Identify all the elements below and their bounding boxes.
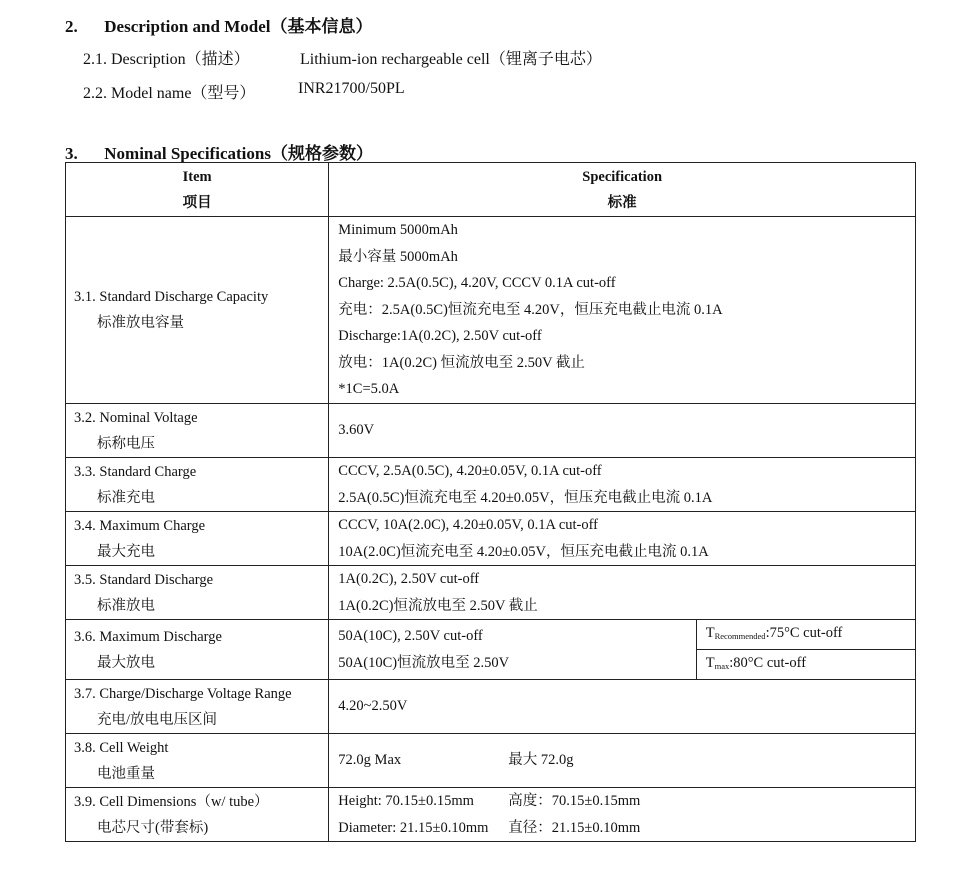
- section-3-title: Nominal Specifications（规格参数）: [104, 144, 373, 163]
- dimension-height: [338, 788, 915, 815]
- row-spec-cell: [329, 404, 916, 458]
- spec-line: Charge: 2.5A(0.5C), 4.20V, CCCV 0.1A cut-off: [338, 275, 616, 292]
- row-item-zh: 最大充电: [97, 543, 155, 560]
- nominal-specifications-table: [65, 162, 916, 842]
- row-spec-cell: [329, 217, 916, 404]
- temp-symbol: T: [705, 625, 715, 641]
- header-item: [66, 163, 329, 217]
- spec-line: 1A(0.2C)恒流放电至 2.50V 截止: [338, 597, 538, 614]
- max-temp-cell: [696, 650, 915, 680]
- row-item-en: 3.2. Nominal Voltage: [74, 409, 198, 426]
- row-item-en: 3.1. Standard Discharge Capacity: [74, 289, 269, 305]
- row-item-cell: [66, 680, 329, 734]
- header-spec-zh: 标准: [607, 194, 637, 211]
- row-spec-cell: [329, 458, 916, 512]
- temp-value: :75°C cut-off: [765, 625, 843, 641]
- row-spec-cell: [329, 734, 916, 788]
- header-spec-en: Specification: [582, 168, 663, 185]
- row-spec-cell: [329, 788, 916, 842]
- header-item-en: Item: [182, 168, 212, 185]
- row-item-cell: [66, 217, 329, 404]
- spec-line: 50A(10C), 2.50V cut-off: [338, 628, 483, 644]
- dimension-diameter: [338, 815, 915, 842]
- row-item-cell: [66, 404, 329, 458]
- row-item-en: 3.8. Cell Weight: [74, 739, 169, 756]
- description-value: Lithium-ion rechargeable cell（锂离子电芯）: [300, 51, 602, 68]
- row-item-zh: 标准放电: [97, 597, 155, 614]
- spec-line: 1A(0.2C), 2.50V cut-off: [338, 571, 480, 587]
- weight-en: 72.0g Max: [338, 752, 402, 769]
- row-item-zh: 电芯尺寸(带套标): [97, 819, 209, 836]
- description-label: 2.1. Description（描述）: [83, 51, 250, 68]
- diameter-en: Diameter: 21.15±0.10mm: [338, 819, 489, 836]
- spec-line: 2.5A(0.5C)恒流充电至 4.20±0.05V，恒压充电截止电流 0.1A: [338, 489, 713, 506]
- row-item-zh: 充电/放电电压区间: [97, 711, 218, 728]
- temp-symbol: T: [705, 655, 715, 671]
- spec-line: CCCV, 10A(2.0C), 4.20±0.05V, 0.1A cut-off: [338, 517, 599, 533]
- row-item-cell: [66, 788, 329, 842]
- row-item-cell: [66, 620, 329, 680]
- spec-line: 10A(2.0C)恒流充电至 4.20±0.05V，恒压充电截止电流 0.1A: [338, 543, 709, 560]
- row-item-cell: [66, 734, 329, 788]
- table-row: [66, 217, 916, 404]
- table-row: [66, 404, 916, 458]
- temp-subscript: max: [714, 661, 730, 671]
- row-item-en: 3.5. Standard Discharge: [74, 571, 214, 588]
- row-item-zh: 标准充电: [97, 489, 155, 506]
- spec-line: Discharge:1A(0.2C), 2.50V cut-off: [338, 328, 542, 345]
- table-row: [66, 620, 916, 650]
- row-item-zh: 最大放电: [97, 654, 155, 671]
- height-en: Height: 70.15±0.15mm: [338, 793, 474, 809]
- table-row: [66, 680, 916, 734]
- row-item-en: 3.4. Maximum Charge: [74, 517, 206, 534]
- spec-line: *1C=5.0A: [338, 381, 400, 398]
- spec-line: 3.60V: [338, 422, 375, 439]
- row-item-zh: 标准放电容量: [97, 315, 184, 331]
- spec-line: 放电：1A(0.2C) 恒流放电至 2.50V 截止: [338, 354, 585, 371]
- spec-line: 充电：2.5A(0.5C)恒流充电至 4.20V，恒压充电截止电流 0.1A: [338, 301, 723, 318]
- row-item-zh: 标称电压: [97, 435, 155, 452]
- row-item-cell: [66, 458, 329, 512]
- row-item-en: 3.7. Charge/Discharge Voltage Range: [74, 685, 292, 702]
- spec-line: 4.20~2.50V: [338, 698, 408, 715]
- table-row: [66, 458, 916, 512]
- row-item-en: 3.3. Standard Charge: [74, 463, 197, 480]
- height-zh: 高度：70.15±0.15mm: [508, 793, 641, 809]
- row-item-en: 3.9. Cell Dimensions（w/ tube）: [74, 793, 269, 810]
- table-header-row: [66, 163, 916, 217]
- row-item-en: 3.6. Maximum Discharge: [74, 628, 222, 645]
- row-spec-cell: [329, 680, 916, 734]
- header-item-zh: 项目: [182, 194, 212, 211]
- row-spec-cell: [329, 566, 916, 620]
- diameter-zh: 直径：21.15±0.10mm: [508, 819, 641, 836]
- spec-line: 50A(10C)恒流放电至 2.50V: [338, 654, 510, 671]
- header-specification: [329, 163, 916, 217]
- weight-zh: 最大 72.0g: [508, 752, 574, 769]
- section-3-heading: [65, 139, 373, 164]
- table-row: [66, 788, 916, 842]
- spec-line: 最小容量 5000mAh: [338, 248, 458, 265]
- table-row: [66, 566, 916, 620]
- temp-subscript: Recommended: [714, 631, 766, 641]
- spec-line: CCCV, 2.5A(0.5C), 4.20±0.05V, 0.1A cut-off: [338, 463, 602, 479]
- temp-value: :80°C cut-off: [729, 655, 807, 671]
- table-row: [66, 734, 916, 788]
- row-spec-cell: [329, 512, 916, 566]
- row-spec-cell: [329, 620, 696, 680]
- row-item-cell: [66, 512, 329, 566]
- table-row: [66, 512, 916, 566]
- row-item-zh: 电池重量: [97, 765, 155, 782]
- section-2-number: 2.: [65, 17, 78, 36]
- spec-line: Minimum 5000mAh: [338, 222, 458, 239]
- recommended-temp-cell: [696, 620, 915, 650]
- section-2-title: Description and Model（基本信息）: [104, 17, 373, 36]
- section-2-heading: [65, 12, 372, 37]
- row-item-cell: [66, 566, 329, 620]
- section-3-number: 3.: [65, 144, 78, 163]
- model-name-value: INR21700/50PL: [298, 80, 405, 97]
- model-name-label: 2.2. Model name（型号）: [83, 85, 256, 102]
